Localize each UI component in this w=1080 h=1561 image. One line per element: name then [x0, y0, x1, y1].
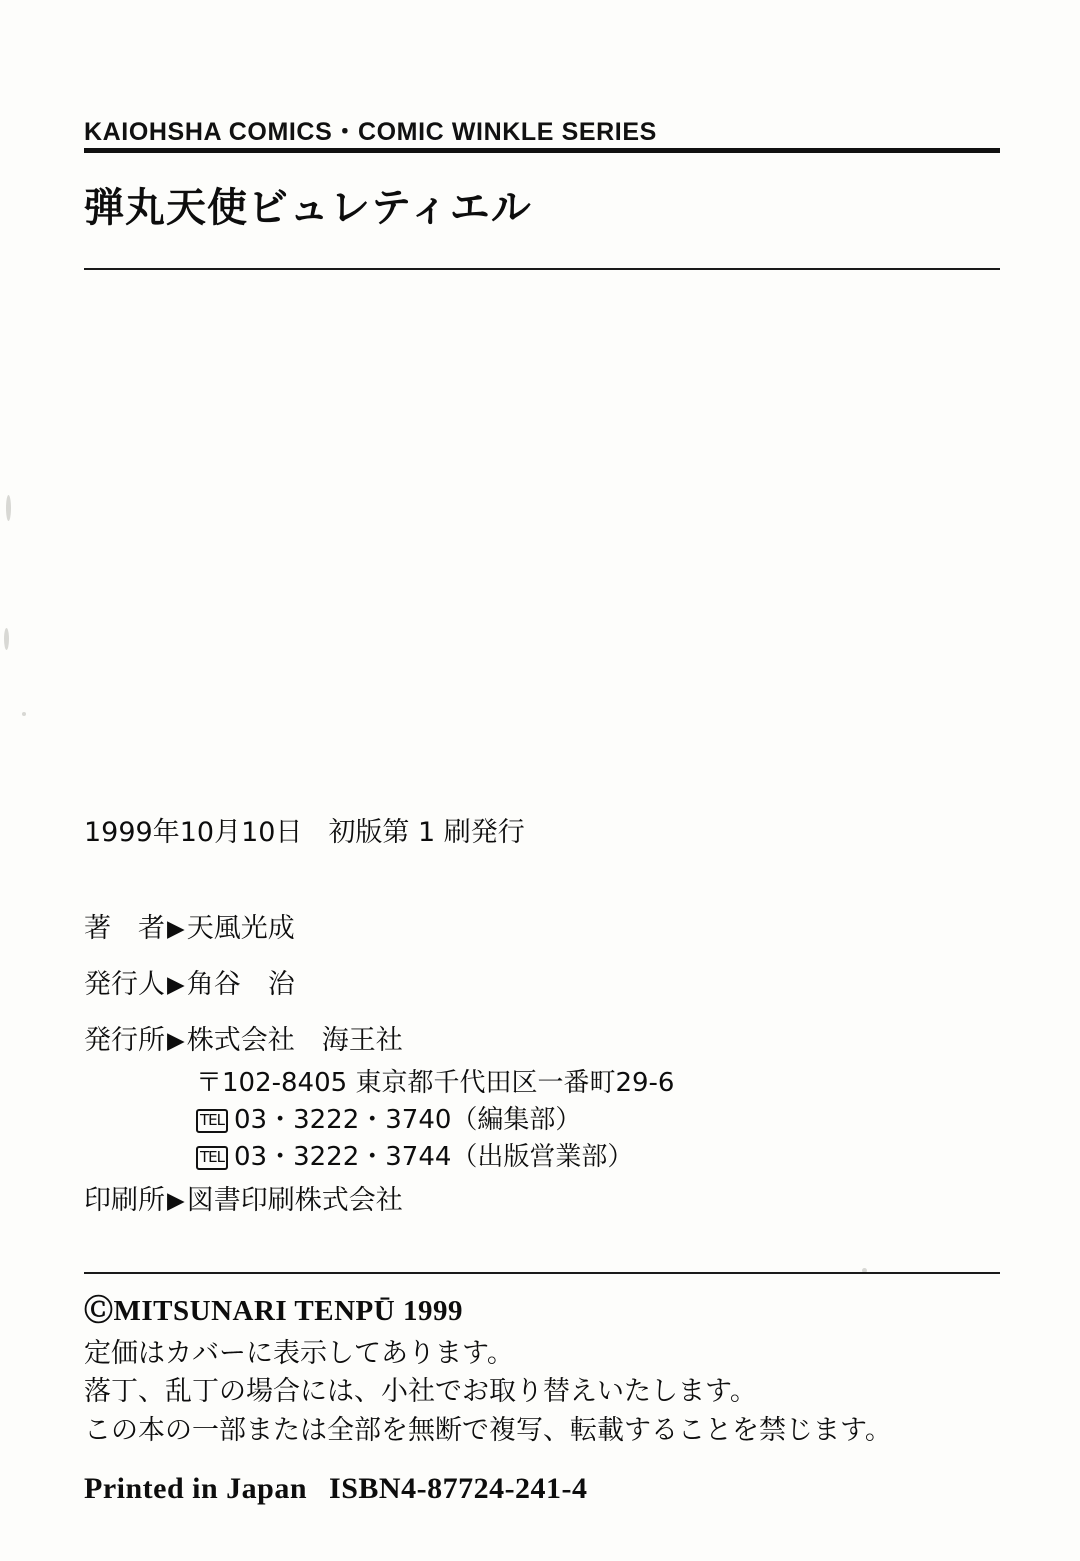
- credit-label: 著 者: [84, 913, 165, 944]
- credit-value: 天風光成: [186, 913, 295, 944]
- footer-block: [84, 1288, 1000, 1506]
- publication-date-value: 1999年10月10日: [84, 817, 303, 848]
- colophon-content: [84, 0, 1000, 1561]
- notice-reproduction: この本の一部または全部を無断で複写、転載することを禁じます。: [84, 1414, 892, 1446]
- footer-divider-thin: [84, 1272, 1000, 1274]
- credit-label: 発行人: [84, 968, 165, 1000]
- printer-value: 図書印刷株式会社: [186, 1185, 403, 1216]
- notice-price: 定価はカバーに表示してあります。: [84, 1338, 514, 1369]
- triangle-marker-icon: ▶: [167, 971, 185, 998]
- credit-value: 株式会社 海王社: [186, 1024, 403, 1056]
- triangle-marker-icon: ▶: [167, 1027, 185, 1054]
- publisher-phone-editorial: [196, 1102, 1000, 1139]
- notice-defect: 落丁、乱丁の場合には、小社でお取り替えいたします。: [84, 1376, 757, 1408]
- book-title: 弾丸天使ビュレティエル: [84, 185, 532, 231]
- paper-speck: [6, 495, 11, 521]
- series-header: KAIOHSHA COMICS・COMIC WINKLE SERIES: [84, 118, 657, 146]
- phone-value: 03・3222・3744（出版営業部）: [234, 1142, 634, 1173]
- telephone-icon: TEL: [196, 1146, 228, 1170]
- copyright-line: ⒸMITSUNARI TENPŪ 1999: [84, 1295, 463, 1327]
- credits-block: [84, 912, 1000, 1198]
- triangle-marker-icon: ▶: [167, 1188, 185, 1214]
- paper-speck: [4, 628, 9, 650]
- credit-row: [84, 912, 1000, 946]
- publication-date: [84, 810, 525, 849]
- credit-label: 発行所: [84, 1024, 165, 1056]
- credit-row: [84, 968, 1000, 1002]
- isbn-value: ISBN4-87724-241-4: [329, 1471, 588, 1505]
- publisher-phone-sales: [196, 1139, 1000, 1176]
- paper-speck: [22, 712, 26, 716]
- credit-value: 角谷 治: [186, 968, 295, 1000]
- publisher-details: [196, 1065, 1000, 1176]
- publisher-address: 〒102-8405 東京都千代田区一番町29-6: [196, 1068, 675, 1099]
- printed-in-line: [84, 1472, 1000, 1506]
- telephone-icon: TEL: [196, 1109, 228, 1133]
- printer-row: [84, 1178, 403, 1217]
- phone-value: 03・3222・3740（編集部）: [234, 1105, 582, 1136]
- triangle-marker-icon: ▶: [167, 916, 185, 942]
- edition-printing: 初版第 1 刷発行: [328, 817, 525, 848]
- printed-in-japan: Printed in Japan: [84, 1471, 308, 1505]
- title-divider-thin: [84, 268, 1000, 270]
- header-divider-thick: [84, 148, 1000, 153]
- credit-row: [84, 1024, 1000, 1176]
- printer-label: 印刷所: [84, 1185, 165, 1216]
